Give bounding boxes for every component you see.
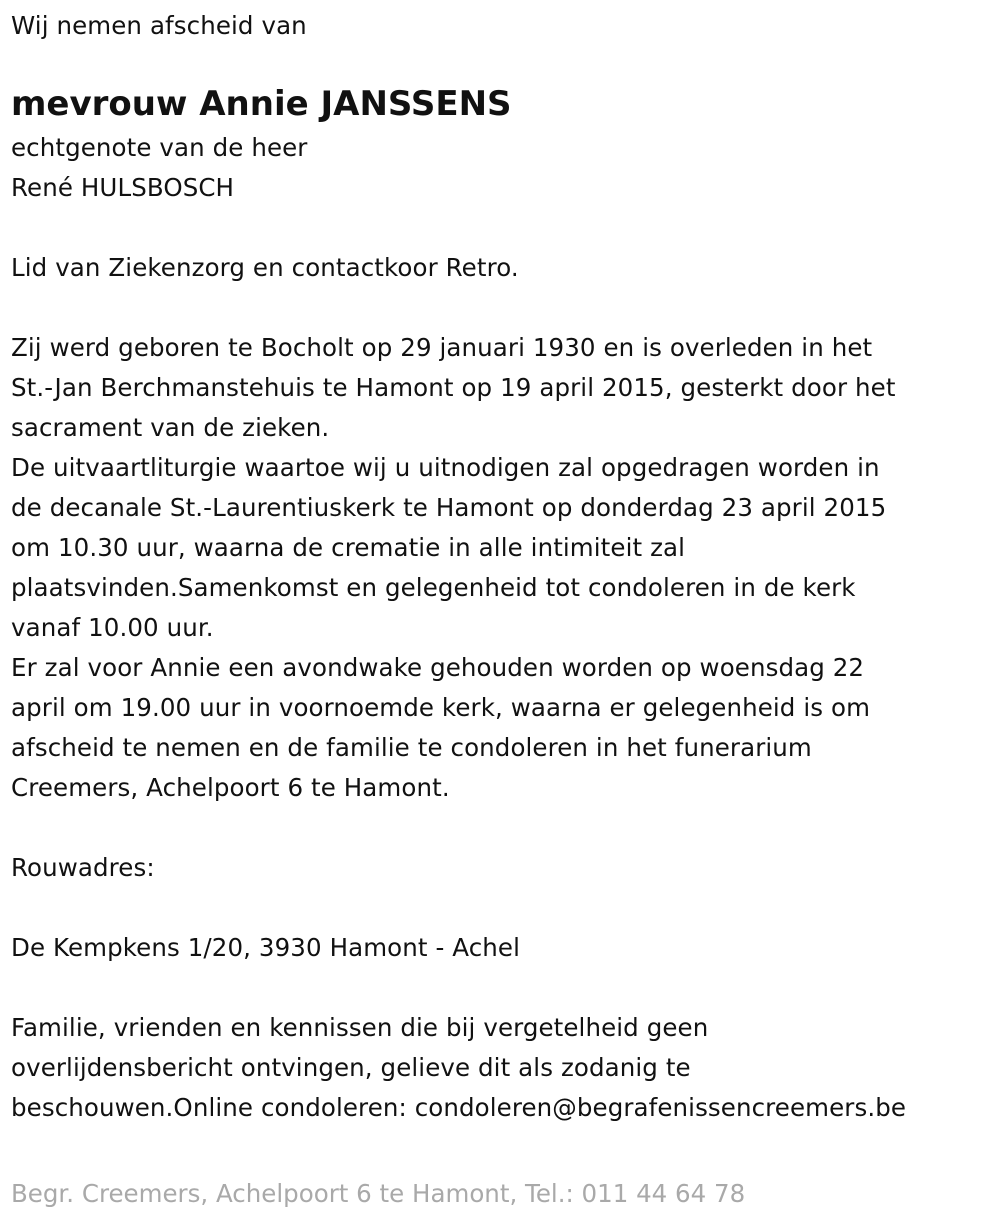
closing-line: Familie, vrienden en kennissen die bij vergetelheid geen <box>11 1013 709 1042</box>
body-line: april om 19.00 uur in voornoemde kerk, waarna er gelegenheid is om <box>11 693 871 722</box>
spacer <box>11 968 991 1008</box>
body-text <box>11 328 991 808</box>
obituary-notice <box>11 0 991 1128</box>
mourning-address-label: Rouwadres: <box>11 853 155 882</box>
body-line: Zij werd geboren te Bocholt op 29 januari 1930 en is overleden in het <box>11 333 873 362</box>
body-line: Er zal voor Annie een avondwake gehouden worden op woensdag 22 <box>11 653 865 682</box>
membership-text: Lid van Ziekenzorg en contactkoor Retro. <box>11 253 519 282</box>
body-line: sacrament van de zieken. <box>11 413 330 442</box>
spouse-line-2: René HULSBOSCH <box>11 173 235 202</box>
deceased-name: mevrouw Annie JANSSENS <box>11 84 512 124</box>
mourning-address: De Kempkens 1/20, 3930 Hamont - Achel <box>11 933 521 962</box>
spacer <box>11 208 991 248</box>
spacer <box>11 888 991 928</box>
body-line: vanaf 10.00 uur. <box>11 613 214 642</box>
body-line: Creemers, Achelpoort 6 te Hamont. <box>11 773 450 802</box>
body-line: om 10.30 uur, waarna de crematie in alle intimiteit zal <box>11 533 686 562</box>
spouse-line-1: echtgenote van de heer <box>11 133 308 162</box>
body-line: afscheid te nemen en de familie te condoleren in het funerarium <box>11 733 812 762</box>
spacer <box>11 808 991 848</box>
body-line: plaatsvinden.Samenkomst en gelegenheid tot condoleren in de kerk <box>11 573 856 602</box>
closing-text <box>11 1008 991 1128</box>
closing-line: beschouwen.Online condoleren: condoleren@begrafenissencreemers.be <box>11 1093 907 1122</box>
funeral-home-footer: Begr. Creemers, Achelpoort 6 te Hamont, Tel.: 011 44 64 78 <box>11 1179 746 1208</box>
intro-text: Wij nemen afscheid van <box>11 11 307 40</box>
body-line: De uitvaartliturgie waartoe wij u uitnodigen zal opgedragen worden in <box>11 453 880 482</box>
body-line: St.-Jan Berchmanstehuis te Hamont op 19 april 2015, gesterkt door het <box>11 373 896 402</box>
body-line: de decanale St.-Laurentiuskerk te Hamont op donderdag 23 april 2015 <box>11 493 887 522</box>
closing-line: overlijdensbericht ontvingen, gelieve dit als zodanig te <box>11 1053 691 1082</box>
spacer <box>11 288 991 328</box>
